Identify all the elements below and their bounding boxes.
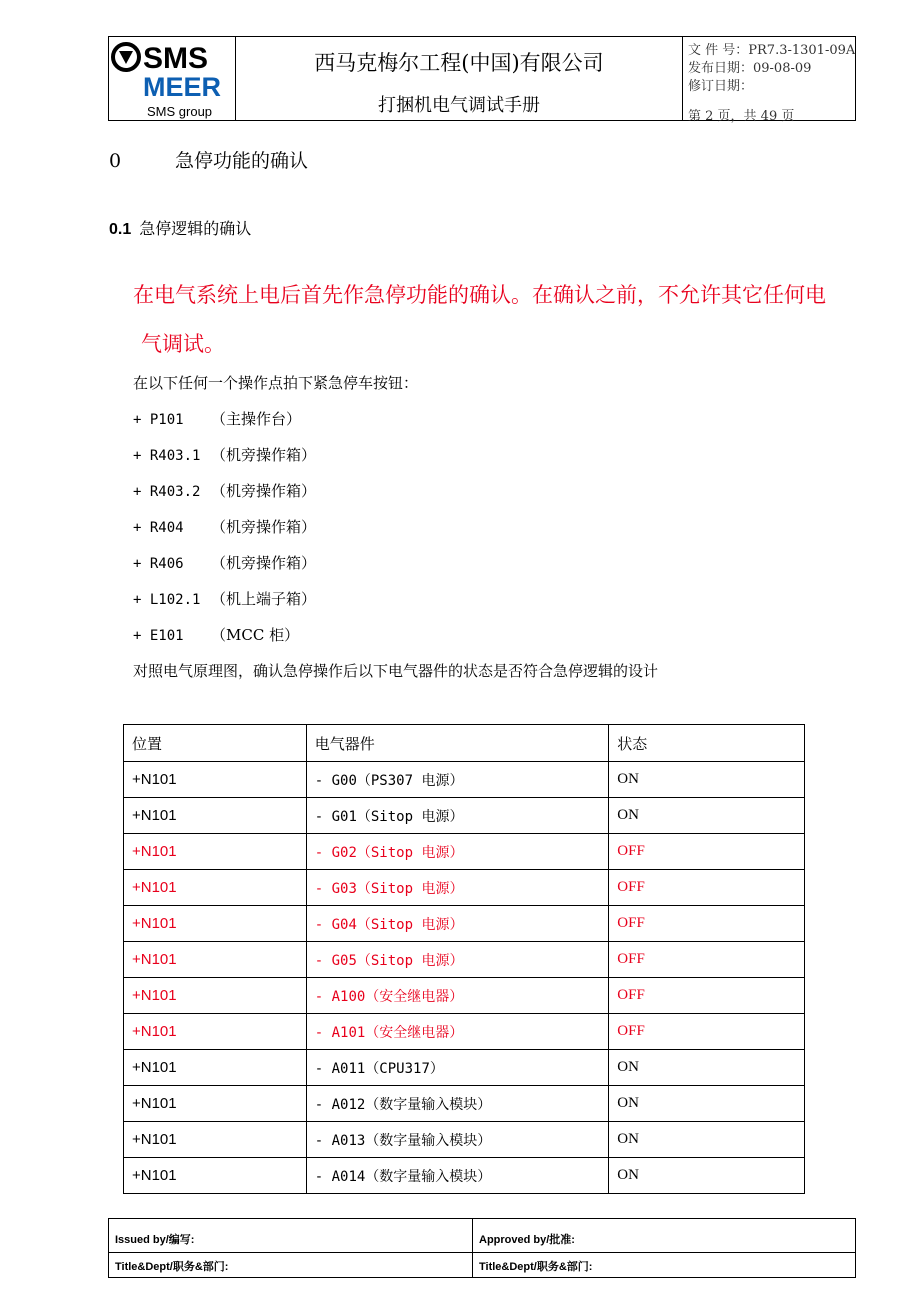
cell-location: +N101 (124, 762, 307, 798)
table-row (124, 834, 805, 870)
cell-location: +N101 (124, 1050, 307, 1086)
document-header (108, 36, 856, 124)
cell-state: ON (609, 1158, 805, 1194)
list-item (133, 624, 299, 645)
station-code: + R403.2 (133, 484, 201, 500)
cell-location: +N101 (124, 978, 307, 1014)
subsection-title: 急停逻辑的确认 (139, 219, 252, 238)
cell-location: +N101 (124, 942, 307, 978)
section-title: 急停功能的确认 (175, 150, 309, 172)
company-name: 西马克梅尔工程(中国)有限公司 (314, 51, 604, 75)
header-location: 位置 (124, 725, 307, 762)
header-device: 电气器件 (306, 725, 609, 762)
table-row (124, 1086, 805, 1122)
intro-text: 在以下任何一个操作点拍下紧急停车按钮： (133, 374, 419, 392)
cell-location: +N101 (124, 1086, 307, 1122)
header-title-block (236, 37, 683, 120)
cell-device: - A013（数字量输入模块） (306, 1122, 609, 1158)
sms-meer-logo (109, 37, 236, 120)
cell-device: - A101（安全继电器） (306, 1014, 609, 1050)
signature-footer (108, 1218, 856, 1278)
manual-title: 打捆机电气调试手册 (378, 95, 540, 116)
issued-by-label: Issued by/编写: (115, 1234, 195, 1246)
list-item (133, 480, 316, 501)
cell-device: - A100（安全继电器） (306, 978, 609, 1014)
cell-device: - G04（Sitop 电源） (306, 906, 609, 942)
station-desc: （机旁操作箱） (211, 518, 317, 536)
table-row (124, 870, 805, 906)
station-desc: （MCC 柜） (211, 626, 300, 644)
station-code: + R404 (133, 520, 184, 536)
cell-state: ON (609, 1050, 805, 1086)
station-code: + P101 (133, 412, 184, 428)
revision-date: 修订日期： (688, 79, 754, 94)
station-code: + R406 (133, 556, 184, 572)
table-row (124, 798, 805, 834)
list-item (133, 588, 316, 609)
table-header-row (124, 725, 805, 762)
table-row (124, 906, 805, 942)
cell-device: - G03（Sitop 电源） (306, 870, 609, 906)
station-desc: （机旁操作箱） (211, 446, 317, 464)
cell-state: OFF (609, 978, 805, 1014)
station-desc: （主操作台） (211, 410, 302, 428)
cell-location: +N101 (124, 1122, 307, 1158)
section-number: 0 (109, 150, 122, 172)
warning-line-1: 在电气系统上电后首先作急停功能的确认。在确认之前，不允许其它任何电 (133, 283, 826, 307)
cell-state: ON (609, 1086, 805, 1122)
table-row (124, 1050, 805, 1086)
station-desc: （机旁操作箱） (211, 482, 317, 500)
header-meta (684, 37, 856, 124)
device-status-table (123, 724, 805, 1194)
page-counter: 第 2 页，共 49 页 (688, 109, 795, 124)
cell-location: +N101 (124, 798, 307, 834)
issued-by-cell (109, 1219, 473, 1253)
table-row (124, 1158, 805, 1194)
table-row (124, 978, 805, 1014)
cell-location: +N101 (124, 1158, 307, 1194)
station-code: + E101 (133, 628, 184, 644)
warning-line-2: 气调试。 (141, 332, 225, 356)
table-row (124, 762, 805, 798)
cell-state: ON (609, 798, 805, 834)
station-desc: （机旁操作箱） (211, 554, 317, 572)
cell-state: OFF (609, 870, 805, 906)
cell-device: - A014（数字量输入模块） (306, 1158, 609, 1194)
cell-location: +N101 (124, 1014, 307, 1050)
cell-state: OFF (609, 906, 805, 942)
header-state: 状态 (609, 725, 805, 762)
list-item (133, 444, 316, 465)
approved-by-label: Approved by/批准: (479, 1234, 575, 1246)
cell-location: +N101 (124, 834, 307, 870)
check-instruction: 对照电气原理图，确认急停操作后以下电气器件的状态是否符合急停逻辑的设计 (133, 662, 659, 680)
cell-state: ON (609, 762, 805, 798)
cell-device: - G00（PS307 电源） (306, 762, 609, 798)
station-desc: （机上端子箱） (211, 590, 317, 608)
title-dept-right-cell (473, 1253, 855, 1277)
list-item (133, 408, 301, 429)
list-item (133, 516, 316, 537)
table-row (124, 1014, 805, 1050)
list-item (133, 552, 316, 573)
cell-device: - G05（Sitop 电源） (306, 942, 609, 978)
station-code: + L102.1 (133, 592, 201, 608)
cell-state: ON (609, 1122, 805, 1158)
doc-number: 文 件 号：PR7.3-1301-09A (688, 43, 856, 58)
table-row (124, 1122, 805, 1158)
cell-device: - A011（CPU317） (306, 1050, 609, 1086)
title-dept-left-cell (109, 1253, 473, 1277)
title-dept-left-label: Title&Dept/职务&部门: (115, 1261, 229, 1273)
section-heading (109, 146, 308, 173)
subsection-number: 0.1 (109, 221, 132, 238)
cell-device: - G01（Sitop 电源） (306, 798, 609, 834)
cell-state: OFF (609, 1014, 805, 1050)
cell-location: +N101 (124, 870, 307, 906)
cell-location: +N101 (124, 906, 307, 942)
table-row (124, 942, 805, 978)
approved-by-cell (473, 1219, 855, 1253)
title-dept-right-label: Title&Dept/职务&部门: (479, 1261, 593, 1273)
cell-device: - A012（数字量输入模块） (306, 1086, 609, 1122)
logo-sms-text: SMS (143, 42, 209, 75)
cell-device: - G02（Sitop 电源） (306, 834, 609, 870)
logo-group-text: SMS group (147, 104, 213, 119)
subsection-heading (109, 216, 251, 239)
station-code: + R403.1 (133, 448, 201, 464)
cell-state: OFF (609, 942, 805, 978)
logo-meer-text: MEER (143, 72, 222, 102)
release-date: 发布日期：09-08-09 (688, 61, 812, 76)
cell-state: OFF (609, 834, 805, 870)
